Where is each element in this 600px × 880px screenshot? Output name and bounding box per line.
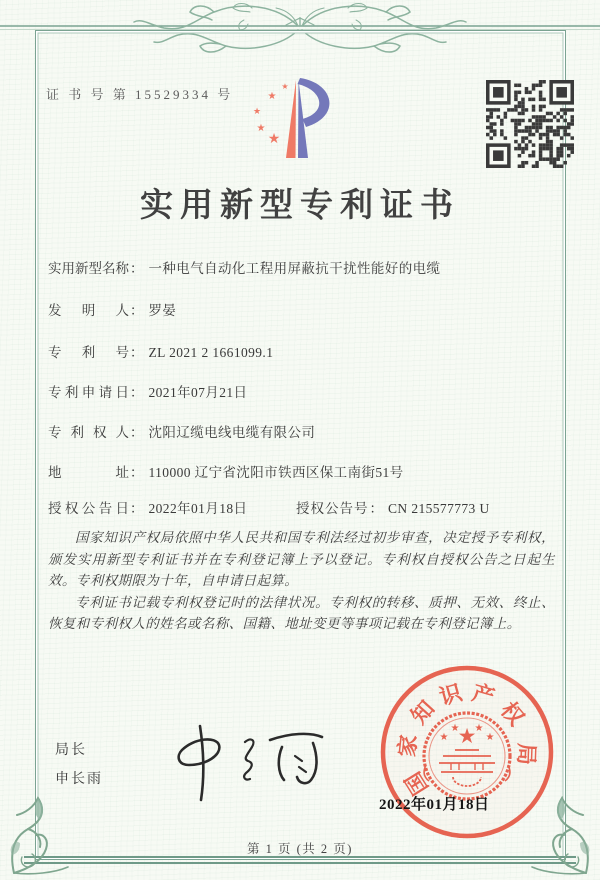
field-row-name: [48, 257, 440, 277]
star-icon: ★: [256, 123, 266, 134]
star-icon: ★: [485, 732, 495, 743]
seal-date: 2022年01月18日: [379, 797, 490, 813]
seal-char: 产: [469, 679, 498, 710]
seal-char: 权: [495, 697, 530, 731]
seal-char: 家: [394, 733, 422, 759]
field-row-patent-no: [48, 341, 273, 361]
field-row-patentee: [48, 421, 315, 441]
field-label: 地 址: [48, 465, 129, 480]
cnipa-logo-icon: [240, 74, 355, 169]
certificate-number: 证 书 号 第 15529334 号: [46, 87, 234, 102]
star-icon: ★: [450, 723, 460, 734]
top-border-ornament-icon: [0, 0, 600, 56]
star-icon: ★: [281, 82, 289, 91]
star-icon: ★: [474, 723, 484, 734]
star-icon: ★: [267, 132, 281, 147]
field-label: 专 利 申 请 日: [48, 385, 129, 400]
seal-char: 识: [436, 679, 465, 710]
commissioner-name: 申长雨: [55, 772, 103, 787]
field-label: 授 权 公 告 日: [48, 501, 129, 516]
field-label: 专 利 号: [48, 345, 129, 360]
seal-char: 知: [406, 695, 440, 729]
qr-code: [486, 80, 574, 168]
field-label: 专 利 权 人: [48, 425, 129, 440]
field-colon: ：: [130, 385, 144, 400]
field-value: CN 215577773 U: [388, 501, 490, 516]
seal-char: 国: [400, 767, 433, 800]
logo-wedge-left: [286, 80, 296, 158]
star-icon: ★: [439, 732, 449, 743]
commissioner-block: [55, 736, 103, 794]
field-row-filing-date: [48, 381, 247, 401]
field-row-grant-date: [48, 497, 490, 517]
commissioner-title: 局长: [55, 743, 87, 758]
field-colon: ：: [130, 465, 144, 480]
legal-paragraph: 专利证书记载专利权登记时的法律状况。专利权的转移、质押、无效、终止、恢复和专利权人的姓名或名称、国籍、地址变更等事项记载在专利登记簿上。: [48, 594, 555, 631]
field-value: 2021年07月21日: [148, 385, 248, 400]
field-label: 发 明 人: [48, 303, 129, 318]
field-value: 沈阳辽缆电线电缆有限公司: [148, 425, 316, 440]
star-icon: ★: [267, 91, 277, 102]
star-icon: ★: [457, 724, 477, 748]
field-label: 授权公告号: [296, 501, 369, 516]
certificate-title: 实用新型专利证书: [140, 188, 460, 224]
field-colon: ：: [130, 501, 144, 516]
seal-char: 局: [513, 742, 540, 766]
field-colon: ：: [130, 425, 144, 440]
grant-number-group: [296, 497, 490, 517]
field-colon: ：: [369, 501, 383, 516]
field-value: 一种电气自动化工程用屏蔽抗干扰性能好的电缆: [148, 261, 441, 276]
legal-paragraph: 国家知识产权局依照中华人民共和国专利法经过初步审查，决定授予专利权，颁发实用新型专利证书并在专利登记簿上予以登记。专利权自授权公告之日起生效。专利权期限为十年，自申请日起算。: [48, 530, 555, 588]
bottom-left-flourish-icon: [6, 795, 91, 877]
signature-shen-changyu: [148, 714, 353, 806]
field-label: 实 用 新 型 名 称: [48, 261, 129, 276]
field-value: 2022年01月18日: [148, 501, 248, 516]
official-seal: [377, 662, 557, 842]
page-number: 第 1 页 (共 2 页): [247, 842, 353, 856]
field-value: 110000 辽宁省沈阳市铁西区保工南街51号: [148, 465, 404, 480]
bottom-border-line: [24, 856, 576, 864]
legal-text-block: [48, 527, 555, 635]
field-colon: ：: [130, 345, 144, 360]
field-row-address: [48, 461, 404, 481]
field-colon: ：: [130, 303, 144, 318]
field-colon: ：: [130, 261, 144, 276]
field-value: ZL 2021 2 1661099.1: [148, 345, 274, 360]
field-value: 罗晏: [148, 303, 177, 318]
field-row-inventor: [48, 299, 176, 319]
star-icon: ★: [252, 106, 262, 116]
